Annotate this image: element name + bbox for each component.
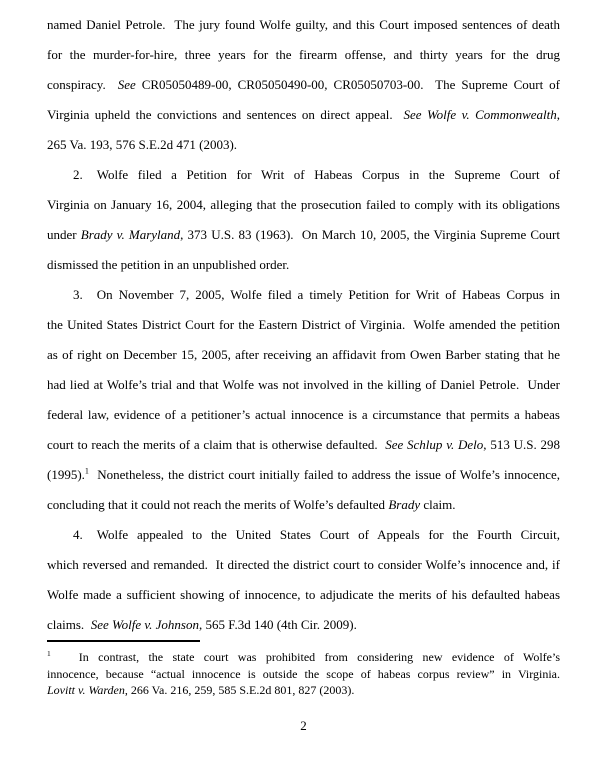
text-line	[47, 649, 560, 666]
text-segment: dismissed the petition in an unpublished order.	[47, 257, 290, 272]
text-line	[47, 100, 560, 130]
text-segment: concluding that it could not reach the merits of Wolfe’s defaulted	[47, 497, 389, 512]
text-line	[47, 370, 560, 400]
text-line	[47, 550, 560, 580]
text-segment: On November 7, 2005, Wolfe filed a timely Petition for Writ of Habeas Corpus in	[96, 287, 560, 302]
text-line	[47, 280, 560, 310]
text-line	[47, 610, 560, 640]
text-line	[47, 580, 560, 610]
text-line	[47, 220, 560, 250]
text-segment: named Daniel Petrole. The jury found Wolfe guilty, and this Court imposed sentences of death	[47, 17, 560, 32]
text-line	[47, 340, 560, 370]
text-line	[47, 70, 560, 100]
text-segment: which reversed and remanded. It directed the district court to consider Wolfe’s innocence and, if	[47, 557, 560, 572]
text-segment: under	[47, 227, 81, 242]
text-segment: Wolfe made a sufficient showing of innocence, to adjudicate the merits of his defaulted habeas	[47, 587, 560, 602]
text-line	[47, 460, 560, 490]
footnote-lines	[47, 649, 560, 699]
text-line	[47, 40, 560, 70]
text-segment: claims.	[47, 617, 91, 632]
text-segment: 3.	[73, 287, 83, 302]
text-segment: See	[117, 77, 136, 92]
text-segment: innocence, because “actual innocence is outside the scope of habeas corpus review” in Virginia.	[47, 666, 560, 681]
footnote-separator-rule	[47, 640, 200, 642]
text-segment: conspiracy.	[47, 77, 118, 92]
text-segment: 265 Va. 193, 576 S.E.2d 471 (2003).	[47, 137, 238, 152]
footnote-reference: 1	[47, 649, 51, 658]
text-segment: for the murder-for-hire, three years for the firearm offense, and thirty years for the drug	[47, 47, 560, 62]
text-segment: as of right on December 15, 2005, after receiving an affidavit from Owen Barber stating that he	[47, 347, 560, 362]
footnote	[47, 640, 560, 699]
text-segment: Wolfe filed a Petition for Writ of Habeas Corpus in the Supreme Court of	[96, 167, 560, 182]
footnote-reference: 1	[84, 466, 89, 476]
text-line	[47, 130, 560, 160]
text-segment: See Wolfe v. Johnson	[90, 617, 199, 632]
text-segment: , 373 U.S. 83 (1963). On March 10, 2005, the Virginia Supreme Court	[180, 227, 560, 242]
text-segment: Virginia on January 16, 2004, alleging that the prosecution failed to comply with its obligations	[47, 197, 560, 212]
text-segment: See Schlup v. Delo	[385, 437, 484, 452]
text-segment: Brady	[388, 497, 421, 512]
text-segment: Brady v. Maryland	[80, 227, 181, 242]
text-segment: 4.	[73, 527, 83, 542]
text-line	[47, 160, 560, 190]
text-segment: CR05050489-00, CR05050490-00, CR05050703-00. The Supreme Court of	[135, 77, 560, 92]
text-segment: federal law, evidence of a petitioner’s actual innocence is a circumstance that permits a habeas	[47, 407, 560, 422]
text-segment: claim.	[420, 497, 456, 512]
text-line	[47, 520, 560, 550]
text-segment: Virginia upheld the convictions and sentences on direct appeal.	[47, 107, 404, 122]
text-segment: In contrast, the state court was prohibited from considering new evidence of Wolfe’s	[50, 650, 560, 664]
text-segment: , 266 Va. 216, 259, 585 S.E.2d 801, 827 (2003).	[124, 683, 355, 697]
paragraph	[47, 280, 560, 520]
document-body	[47, 10, 560, 640]
page-number: 2	[300, 718, 307, 733]
text-segment: See Wolfe v. Commonwealth	[403, 107, 557, 122]
paragraph	[47, 10, 560, 160]
text-segment: Wolfe appealed to the United States Court of Appeals for the Fourth Circuit,	[96, 527, 560, 542]
text-line	[47, 666, 560, 683]
text-line	[47, 490, 560, 520]
text-line	[47, 10, 560, 40]
text-line	[47, 250, 560, 280]
text-segment: (1995).	[47, 467, 85, 482]
text-segment: had lied at Wolfe’s trial and that Wolfe was not involved in the killing of Daniel Petrole. Under	[47, 377, 560, 392]
text-segment: court to reach the merits of a claim that is otherwise defaulted.	[47, 437, 386, 452]
text-segment: the United States District Court for the Eastern District of Virginia. Wolfe amended the petition	[47, 317, 560, 332]
text-segment: , 565 F.3d 140 (4th Cir. 2009).	[199, 617, 357, 632]
text-line	[47, 430, 560, 460]
text-line	[47, 310, 560, 340]
paragraph	[47, 160, 560, 280]
paragraph	[47, 520, 560, 640]
text-line	[47, 400, 560, 430]
text-segment: Nonetheless, the district court initially failed to address the issue of Wolfe’s innocence,	[88, 467, 560, 482]
text-segment: ,	[556, 107, 560, 122]
text-segment: 2.	[73, 167, 83, 182]
text-line	[47, 682, 560, 699]
text-segment: , 513 U.S. 298	[483, 437, 560, 452]
text-segment: Lovitt v. Warden	[47, 683, 125, 697]
text-line	[47, 190, 560, 220]
